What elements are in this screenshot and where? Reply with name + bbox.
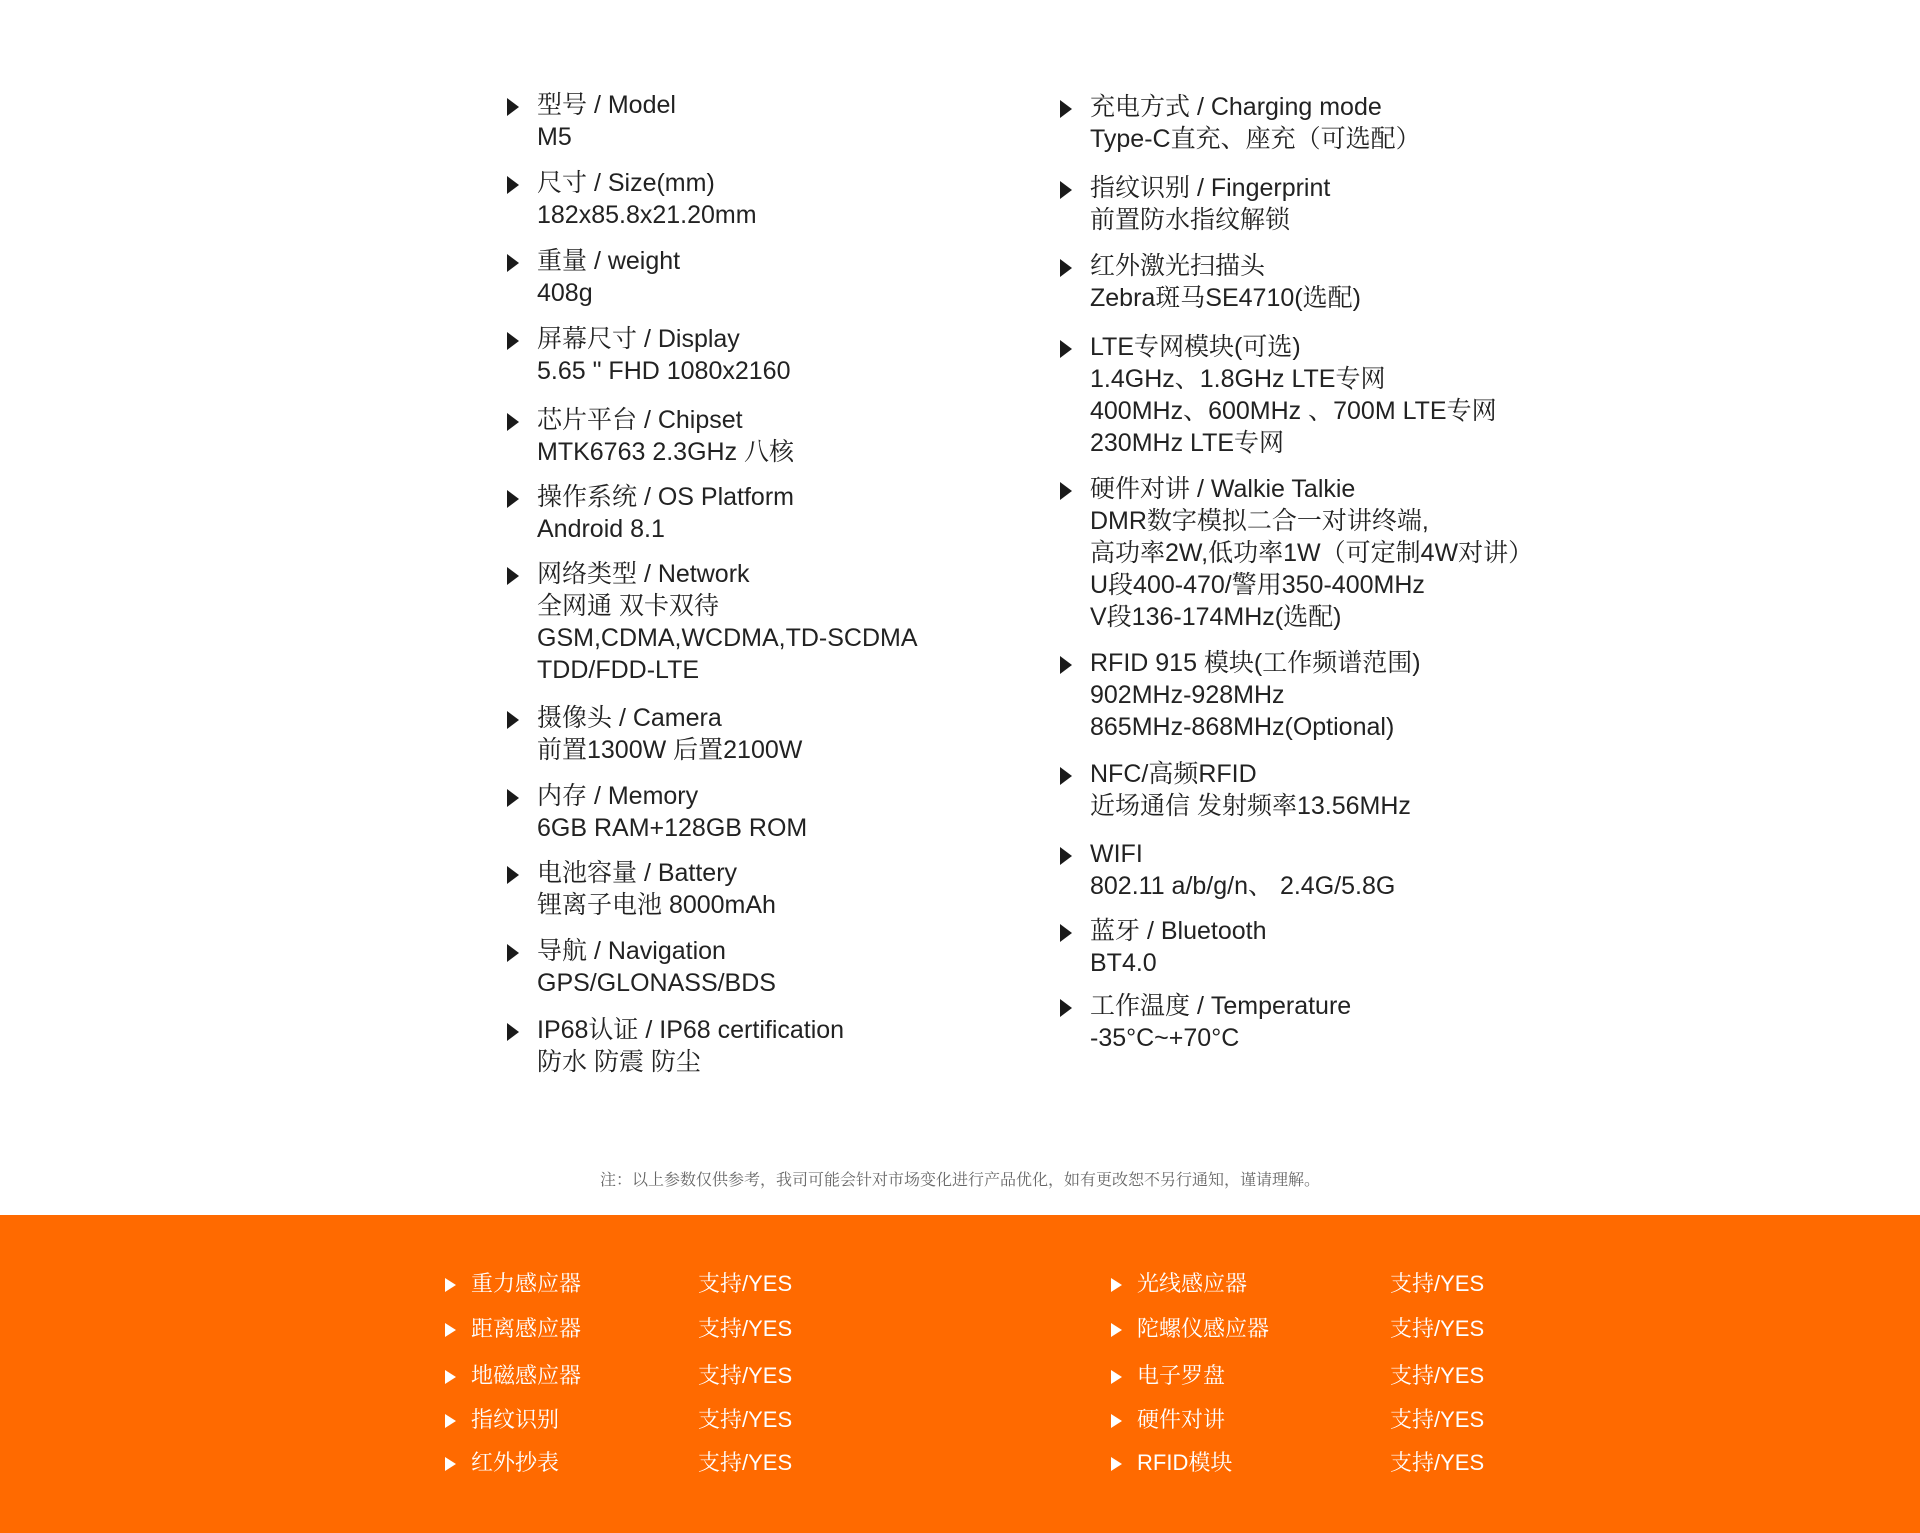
spec-label: NFC/高频RFID (1090, 760, 1257, 788)
spec-value: 前置防水指纹解锁 (1090, 206, 1291, 234)
feature-support-value: 支持/YES (698, 1450, 793, 1475)
bullet-triangle-icon (1111, 1278, 1122, 1292)
spec-value: 230MHz LTE专网 (1090, 429, 1285, 457)
spec-value: 1.4GHz、1.8GHz LTE专网 (1090, 365, 1386, 393)
feature-name: RFID模块 (1137, 1450, 1233, 1475)
spec-value: 408g (537, 279, 593, 307)
feature-support-value: 支持/YES (1390, 1316, 1485, 1341)
feature-name: 地磁感应器 (471, 1363, 582, 1388)
spec-value: Android 8.1 (537, 515, 665, 543)
bullet-triangle-icon (507, 490, 519, 508)
spec-label: 操作系统 / OS Platform (537, 483, 794, 511)
spec-label: 芯片平台 / Chipset (537, 406, 743, 434)
spec-label: 硬件对讲 / Walkie Talkie (1090, 475, 1356, 503)
bullet-triangle-icon (445, 1457, 456, 1471)
bullet-triangle-icon (507, 789, 519, 807)
feature-name: 重力感应器 (471, 1271, 582, 1296)
feature-band (0, 1215, 1920, 1533)
spec-label: 充电方式 / Charging mode (1090, 93, 1382, 121)
bullet-triangle-icon (507, 1023, 519, 1041)
spec-value: 防水 防震 防尘 (537, 1048, 701, 1076)
feature-row (1111, 1405, 1511, 1435)
bullet-triangle-icon (1060, 100, 1072, 118)
bullet-triangle-icon (1060, 340, 1072, 358)
bullet-triangle-icon (507, 944, 519, 962)
bullet-triangle-icon (507, 413, 519, 431)
bullet-triangle-icon (445, 1414, 456, 1428)
spec-label: 型号 / Model (537, 91, 676, 119)
spec-label: 内存 / Memory (537, 782, 699, 810)
spec-label: 导航 / Navigation (537, 937, 726, 965)
spec-label: 红外激光扫描头 (1090, 252, 1266, 280)
spec-label: 屏幕尺寸 / Display (537, 325, 740, 353)
spec-value: GPS/GLONASS/BDS (537, 969, 776, 997)
spec-value: 400MHz、600MHz 、700M LTE专网 (1090, 397, 1497, 425)
feature-support-value: 支持/YES (698, 1316, 793, 1341)
bullet-triangle-icon (507, 98, 519, 116)
disclaimer-note: 注：以上参数仅供参考，我司可能会针对市场变化进行产品优化，如有更改恕不另行通知，谨请理解。 (599, 1172, 1320, 1189)
feature-row (445, 1405, 845, 1435)
feature-row (1111, 1361, 1511, 1391)
spec-label: 网络类型 / Network (537, 560, 750, 588)
feature-support-value: 支持/YES (698, 1363, 793, 1388)
feature-name: 红外抄表 (471, 1450, 560, 1475)
bullet-triangle-icon (1060, 656, 1072, 674)
spec-label: 蓝牙 / Bluetooth (1090, 917, 1267, 945)
bullet-triangle-icon (507, 254, 519, 272)
bullet-triangle-icon (507, 567, 519, 585)
spec-label: 电池容量 / Battery (537, 859, 738, 887)
spec-value: 865MHz-868MHz(Optional) (1090, 713, 1395, 741)
feature-name: 光线感应器 (1137, 1271, 1248, 1296)
bullet-triangle-icon (1111, 1370, 1122, 1384)
bullet-triangle-icon (1060, 767, 1072, 785)
feature-name: 指纹识别 (471, 1407, 560, 1432)
spec-label: 工作温度 / Temperature (1090, 992, 1352, 1020)
spec-value: 802.11 a/b/g/n、 2.4G/5.8G (1090, 872, 1396, 900)
feature-support-value: 支持/YES (1390, 1271, 1485, 1296)
spec-value: 5.65 " FHD 1080x2160 (537, 357, 791, 385)
spec-value: MTK6763 2.3GHz 八核 (537, 438, 795, 466)
spec-value: 全网通 双卡双待 (537, 592, 719, 620)
bullet-triangle-icon (445, 1323, 456, 1337)
spec-label: 指纹识别 / Fingerprint (1090, 174, 1331, 202)
bullet-triangle-icon (507, 711, 519, 729)
feature-support-value: 支持/YES (1390, 1407, 1485, 1432)
bullet-triangle-icon (1060, 924, 1072, 942)
spec-label: 摄像头 / Camera (537, 704, 722, 732)
bullet-triangle-icon (507, 332, 519, 350)
spec-label: 尺寸 / Size(mm) (537, 169, 715, 197)
spec-label: WIFI (1090, 840, 1143, 868)
spec-value: 锂离子电池 8000mAh (537, 891, 776, 919)
spec-label: LTE专网模块(可选) (1090, 333, 1301, 361)
bullet-triangle-icon (1111, 1323, 1122, 1337)
bullet-triangle-icon (1060, 181, 1072, 199)
spec-value: 6GB RAM+128GB ROM (537, 814, 808, 842)
spec-label: IP68认证 / IP68 certification (537, 1016, 845, 1044)
spec-value: GSM,CDMA,WCDMA,TD-SCDMA (537, 624, 918, 652)
feature-support-value: 支持/YES (698, 1407, 793, 1432)
spec-value: BT4.0 (1090, 949, 1157, 977)
feature-row (1111, 1269, 1511, 1299)
spec-label: 重量 / weight (537, 247, 681, 275)
feature-row (445, 1361, 845, 1391)
spec-value: -35°C~+70°C (1090, 1024, 1240, 1052)
bullet-triangle-icon (1060, 999, 1072, 1017)
bullet-triangle-icon (507, 866, 519, 884)
spec-value: TDD/FDD-LTE (537, 656, 700, 684)
spec-label: RFID 915 模块(工作频谱范围) (1090, 649, 1421, 677)
feature-name: 距离感应器 (471, 1316, 582, 1341)
bullet-triangle-icon (1060, 847, 1072, 865)
bullet-triangle-icon (1111, 1457, 1122, 1471)
feature-row (445, 1448, 845, 1478)
spec-value: U段400-470/警用350-400MHz (1090, 571, 1425, 599)
feature-row (445, 1314, 845, 1344)
bullet-triangle-icon (1111, 1414, 1122, 1428)
spec-value: 902MHz-928MHz (1090, 681, 1285, 709)
bullet-triangle-icon (507, 176, 519, 194)
feature-row (1111, 1448, 1511, 1478)
spec-value: 182x85.8x21.20mm (537, 201, 757, 229)
bullet-triangle-icon (1060, 482, 1072, 500)
bullet-triangle-icon (445, 1370, 456, 1384)
spec-value: V段136-174MHz(选配) (1090, 603, 1342, 631)
spec-value: 近场通信 发射频率13.56MHz (1090, 792, 1411, 820)
feature-name: 硬件对讲 (1137, 1407, 1226, 1432)
feature-name: 陀螺仪感应器 (1137, 1316, 1270, 1341)
spec-value: Zebra斑马SE4710(选配) (1090, 284, 1361, 312)
spec-value: DMR数字模拟二合一对讲终端, (1090, 507, 1429, 535)
bullet-triangle-icon (445, 1278, 456, 1292)
feature-row (445, 1269, 845, 1299)
spec-value: 高功率2W,低功率1W（可定制4W对讲） (1090, 539, 1534, 567)
feature-row (1111, 1314, 1511, 1344)
feature-support-value: 支持/YES (1390, 1363, 1485, 1388)
spec-value: M5 (537, 123, 572, 151)
bullet-triangle-icon (1060, 259, 1072, 277)
spec-value: Type-C直充、座充（可选配） (1090, 125, 1421, 153)
feature-support-value: 支持/YES (698, 1271, 793, 1296)
feature-support-value: 支持/YES (1390, 1450, 1485, 1475)
spec-value: 前置1300W 后置2100W (537, 736, 803, 764)
feature-name: 电子罗盘 (1137, 1363, 1226, 1388)
